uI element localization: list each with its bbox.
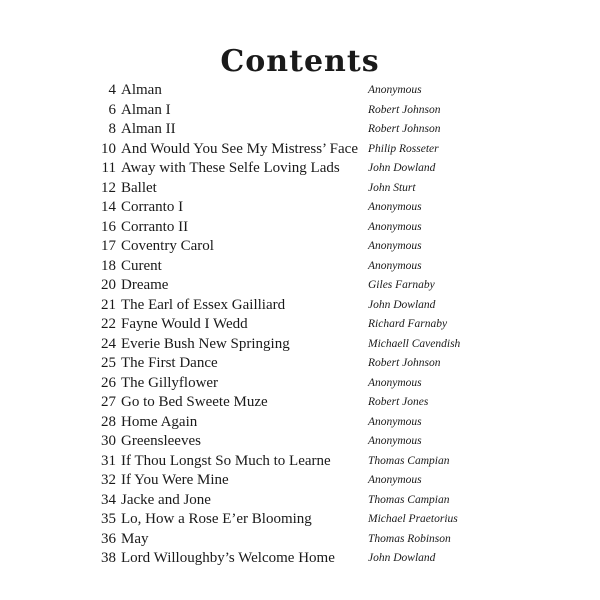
contents-entry: [100, 257, 570, 277]
entry-composer: Anonymous: [368, 376, 422, 389]
entry-title: Alman: [121, 82, 162, 98]
entry-page-number: 35: [101, 511, 116, 527]
entry-composer: Richard Farnaby: [368, 318, 448, 330]
entry-title: Everie Bush New Springing: [121, 335, 290, 352]
entry-composer: Robert Johnson: [368, 123, 441, 135]
contents-entry: [100, 354, 570, 374]
entry-composer: Giles Farnaby: [368, 279, 435, 291]
contents-entry: [100, 218, 570, 238]
contents-entry: [100, 413, 570, 433]
entry-composer: Robert Johnson: [368, 357, 441, 369]
entry-title: The First Dance: [121, 355, 218, 371]
page-title: Contents: [220, 44, 380, 79]
entry-composer: Anonymous: [368, 201, 422, 213]
entry-title: Ballet: [121, 179, 157, 196]
entry-page-number: 14: [101, 199, 116, 215]
entry-composer: Robert Johnson: [368, 103, 441, 116]
entry-composer: Anonymous: [368, 415, 422, 428]
contents-entry: [100, 140, 570, 160]
entry-composer: John Sturt: [368, 181, 416, 194]
entry-title: Coventry Carol: [121, 238, 214, 254]
contents-entry: [100, 315, 570, 335]
entry-title: If Thou Longst So Much to Learne: [121, 452, 331, 469]
entry-page-number: 12: [101, 179, 116, 196]
contents-entry: [100, 335, 570, 355]
entry-title: The Gillyflower: [121, 374, 219, 391]
entry-title: Dreame: [121, 277, 169, 293]
entry-page-number: 34: [101, 491, 116, 508]
entry-page-number: 17: [101, 238, 116, 254]
entry-title: Go to Bed Sweete Muze: [121, 394, 268, 410]
entry-title: Home Again: [121, 413, 198, 430]
contents-list: [100, 81, 570, 569]
entry-page-number: 26: [101, 374, 116, 391]
contents-entry: [100, 237, 570, 257]
entry-composer: Robert Jones: [368, 396, 429, 408]
entry-title: Alman II: [121, 121, 176, 137]
entry-title: Corranto II: [121, 218, 189, 235]
entry-composer: Thomas Campian: [368, 454, 450, 467]
contents-entry: [100, 81, 570, 101]
entry-title: Lo, How a Rose E’er Blooming: [121, 511, 312, 527]
contents-entry: [100, 179, 570, 199]
contents-entry: [100, 549, 570, 569]
entry-title: The Earl of Essex Gailliard: [121, 296, 286, 313]
contents-entry: [100, 159, 570, 179]
contents-entry: [100, 491, 570, 511]
contents-entry: [100, 432, 570, 452]
contents-entry: [100, 393, 570, 413]
entry-page-number: 36: [101, 530, 116, 547]
entry-page-number: 24: [101, 335, 116, 352]
entry-page-number: 22: [101, 316, 116, 332]
contents-entry: [100, 452, 570, 472]
entry-page-number: 31: [101, 452, 116, 469]
entry-composer: John Dowland: [368, 552, 436, 564]
entry-composer: Michaell Cavendish: [368, 337, 461, 350]
entry-composer: Thomas Campian: [368, 493, 450, 506]
contents-entry: [100, 120, 570, 140]
entry-composer: Anonymous: [368, 435, 422, 447]
entry-page-number: 20: [101, 277, 116, 293]
entry-title: Corranto I: [121, 199, 184, 215]
entry-title: If You Were Mine: [121, 472, 229, 488]
contents-entry: [100, 198, 570, 218]
contents-entry: [100, 374, 570, 394]
contents-entry: [100, 471, 570, 491]
entry-page-number: 11: [101, 160, 116, 176]
entry-title: Greensleeves: [121, 433, 201, 449]
entry-composer: Anonymous: [368, 474, 422, 486]
entry-title: Fayne Would I Wedd: [121, 316, 248, 332]
contents-entry: [100, 296, 570, 316]
entry-composer: Anonymous: [368, 259, 422, 272]
entry-page-number: 25: [101, 355, 116, 371]
entry-title: Jacke and Jone: [121, 491, 211, 508]
entry-title: Curent: [121, 257, 162, 274]
entry-composer: John Dowland: [368, 162, 436, 174]
contents-entry: [100, 101, 570, 121]
entry-composer: Philip Rosseter: [368, 142, 439, 155]
entry-title: And Would You See My Mistress’ Face: [121, 140, 358, 157]
entry-page-number: 21: [101, 296, 116, 313]
entry-page-number: 18: [101, 257, 116, 274]
entry-composer: Anonymous: [368, 220, 422, 233]
entry-title: Away with These Selfe Loving Lads: [121, 160, 340, 176]
entry-page-number: 38: [101, 550, 116, 566]
entry-composer: Thomas Robinson: [368, 532, 451, 545]
entry-page-number: 6: [108, 101, 116, 118]
entry-title: Lord Willoughby’s Welcome Home: [121, 550, 335, 566]
entry-composer: Anonymous: [368, 84, 422, 96]
entry-page-number: 27: [101, 394, 116, 410]
entry-title: Alman I: [121, 101, 171, 118]
contents-entry: [100, 510, 570, 530]
entry-page-number: 8: [108, 121, 116, 137]
entry-page-number: 4: [108, 82, 116, 98]
entry-page-number: 32: [101, 472, 116, 488]
entry-composer: Michael Praetorius: [368, 513, 458, 525]
entry-page-number: 10: [101, 140, 116, 157]
entry-page-number: 30: [101, 433, 116, 449]
entry-composer: John Dowland: [368, 298, 436, 311]
contents-entry: [100, 530, 570, 550]
contents-entry: [100, 276, 570, 296]
entry-composer: Anonymous: [368, 240, 422, 252]
entry-page-number: 16: [101, 218, 116, 235]
entry-title: May: [121, 530, 149, 547]
entry-page-number: 28: [101, 413, 116, 430]
